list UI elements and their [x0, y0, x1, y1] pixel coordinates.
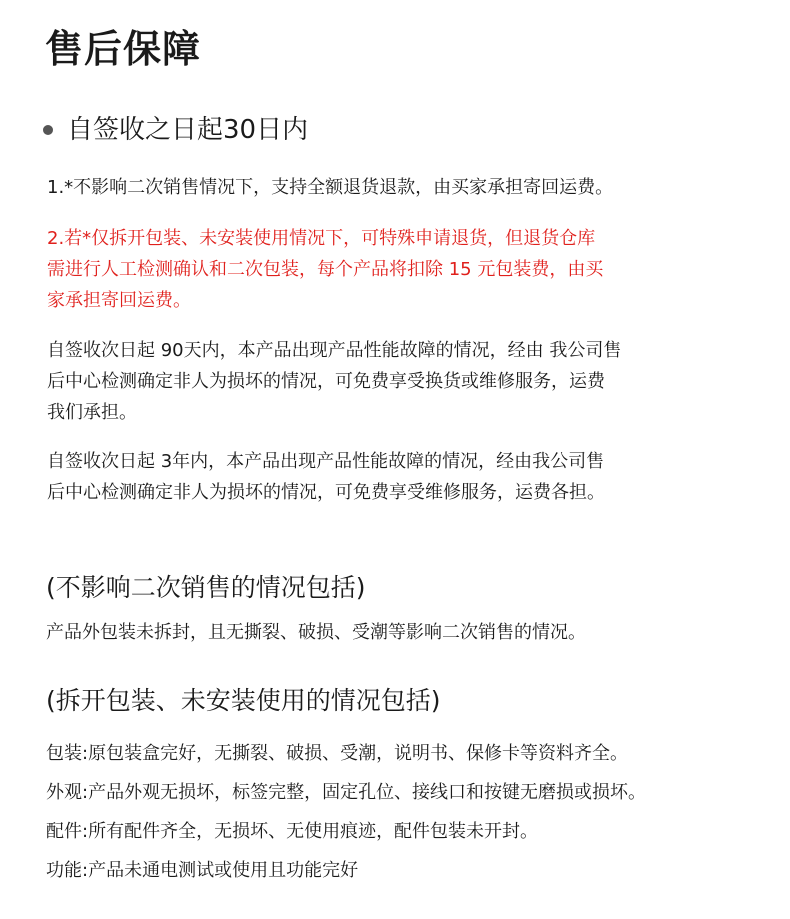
- bullet-icon: [43, 125, 53, 135]
- policy-item-2-line: 需进行人工检测确认和二次包装，每个产品将扣除 15 元包装费，由买: [47, 259, 604, 280]
- three-year-policy-line: 自签收次日起 3年内，本产品出现产品性能故障的情况，经由我公司售: [47, 451, 605, 472]
- resale-condition-heading: (不影响二次销售的情况包括): [46, 573, 366, 602]
- condition-item-function: 功能:产品未通电测试或使用且功能完好: [46, 860, 359, 881]
- condition-item-accessories: 配件:所有配件齐全，无损坏、无使用痕迹，配件包装未开封。: [46, 821, 539, 842]
- condition-item-packaging: 包装:原包装盒完好，无撕裂、破损、受潮，说明书、保修卡等资料齐全。: [46, 743, 629, 764]
- resale-condition-text: 产品外包装未拆封，且无撕裂、破损、受潮等影响二次销售的情况。: [46, 622, 586, 643]
- opened-condition-heading: (拆开包装、未安装使用的情况包括): [46, 686, 441, 715]
- section-heading: [43, 108, 308, 152]
- policy-item-2: [47, 223, 603, 316]
- section-heading-text: 自签收之日起30日内: [67, 115, 309, 145]
- ninety-day-policy: [47, 335, 621, 428]
- three-year-policy-line: 后中心检测确定非人为损坏的情况，可免费享受维修服务，运费各担。: [47, 482, 605, 503]
- ninety-day-policy-line: 后中心检测确定非人为损坏的情况，可免费享受换货或维修服务，运费: [47, 371, 605, 392]
- three-year-policy: [47, 446, 605, 508]
- ninety-day-policy-line: 自签收次日起 90天内，本产品出现产品性能故障的情况，经由 我公司售: [47, 340, 622, 361]
- policy-item-1: [47, 172, 613, 203]
- condition-item-appearance: 外观:产品外观无损坏，标签完整，固定孔位、接线口和按键无磨损或损坏。: [46, 782, 647, 803]
- page-title: 售后保障: [45, 27, 202, 71]
- policy-item-2-line: 家承担寄回运费。: [47, 290, 191, 311]
- policy-item-2-line: 2.若*仅拆开包装、未安装使用情况下，可特殊申请退货，但退货仓库: [47, 228, 596, 249]
- policy-item-1-line: 1.*不影响二次销售情况下，支持全额退货退款，由买家承担寄回运费。: [47, 177, 614, 198]
- ninety-day-policy-line: 我们承担。: [47, 402, 137, 423]
